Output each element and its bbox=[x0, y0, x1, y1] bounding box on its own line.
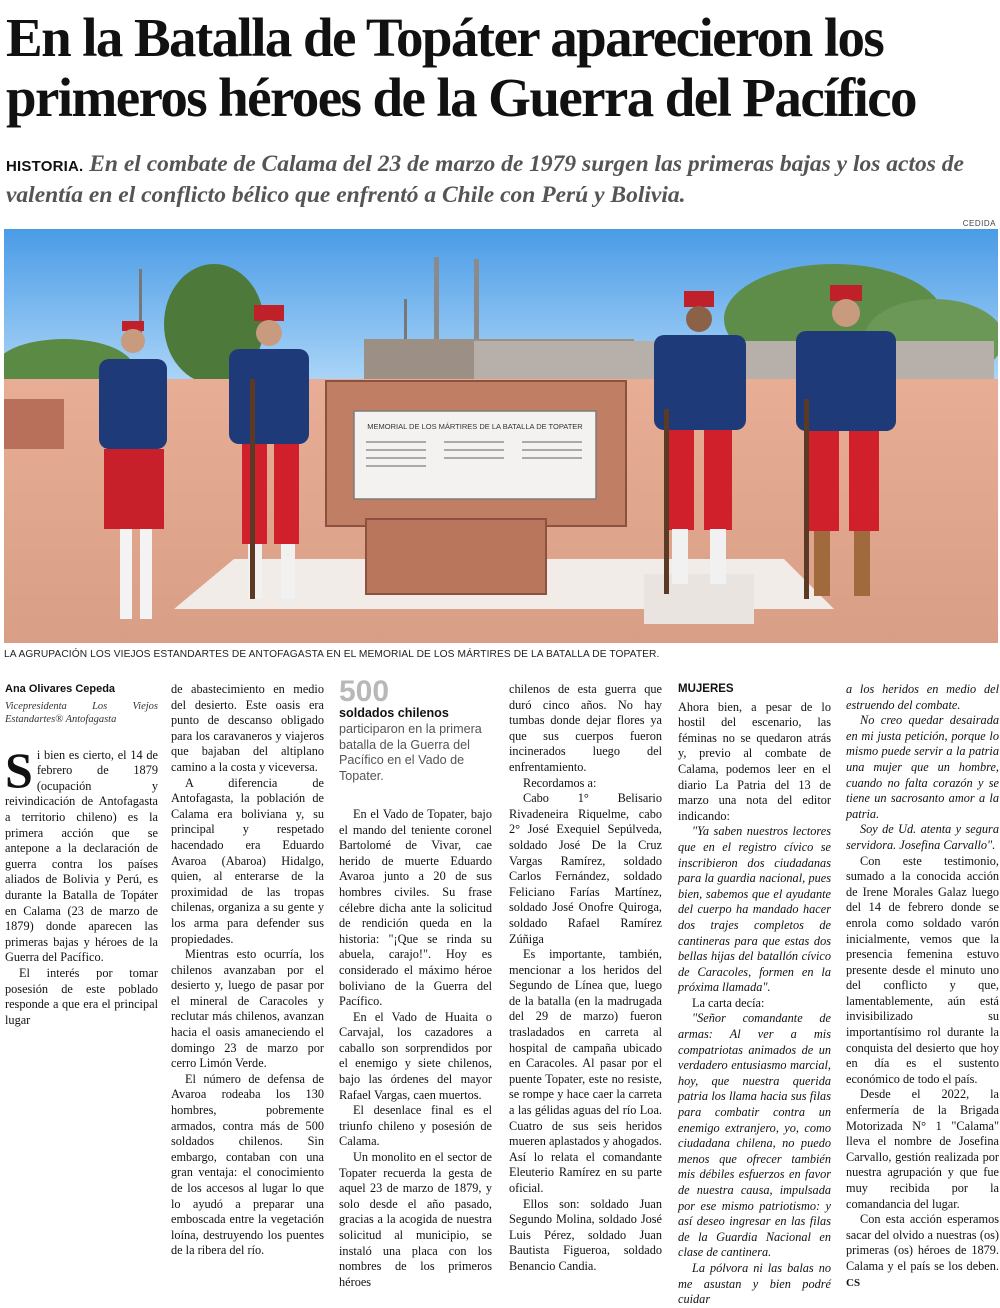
quote-paragraph: La pólvora ni las balas no me asustan y bien podré cuidar bbox=[678, 1260, 831, 1307]
paragraph: Es importante, también, mencionar a los heridos del Segundo de Línea que, luego de la batalla (en la madrugada del 29 de marzo) fueron trasladados en carreta al hospital de campaña ubicado en Caracoles. Al pasar por el puente Topater, este no resiste, se rompe y hace caer la carreta a las gélidas aguas del río Loa. Cuatro de sus seis heridos mueren aplastados y ahogados. Así lo relata el comandante Eleuterio Ramírez en su parte oficial. bbox=[509, 947, 662, 1195]
paragraph: El número de defensa de Avaroa rodeaba los 130 hombres, pobremente armados, contra más de 500 soldados chilenos. Sin embargo, contaban con una gran ventaja: el conocimiento de los accesos al lugar lo que lo ayudó a preparar una emboscada entre la vegetación loína, destruyendo los puentes de la ribera del río. bbox=[171, 1071, 324, 1258]
paragraph bbox=[846, 1212, 999, 1291]
callout-body: participaron en la primera batalla de la Guerra del Pacífico en el Vado de Topater. bbox=[339, 721, 482, 784]
paragraph: Ellos son: soldado Juan Segundo Molina, soldado José Luis Pérez, soldado Juan Bautista Figueroa, soldado Benancio Candia. bbox=[509, 1196, 662, 1273]
plaque-title: MEMORIAL DE LOS MÁRTIRES DE LA BATALLA DE TOPATER bbox=[367, 422, 583, 431]
paragraph: En el Vado de Huaita o Carvajal, los cazadores a caballo son sorprendidos por el enemigo y siete chilenos, bajo las órdenes del mayor Rafael Vargas, caen muertos. bbox=[339, 1009, 492, 1102]
quote-paragraph: Soy de Ud. atenta y segura servidora. Josefina Carvallo". bbox=[846, 822, 999, 852]
byline-role: Vicepresidenta Los Viejos Estandartes® Antofagasta bbox=[5, 700, 158, 725]
callout-lead: soldados chilenos bbox=[339, 706, 449, 720]
paragraph: Desde el 2022, la enfermería de la Brigada Motorizada N° 1 "Calama" lleva el nombre de Josefina Carvallo, gestión realizada por nuestra agrupación y que fue muy recibida por la comandancia del lugar. bbox=[846, 1087, 999, 1211]
quote-paragraph: No creo quedar desairada en mi justa petición, porque lo mismo puede servir a la patria una mujer que un hombre, cuando no falta corazón y se tiene un sacrosanto amor a la patria. bbox=[846, 713, 999, 821]
paragraph: Ahora bien, a pesar de lo hostil del escenario, las féminas no se quedaron atrás y, previo al combate de Calama, podemos leer en el diario La Patria del 13 de marzo una nota del editor indicando: bbox=[678, 699, 831, 823]
paragraph: La carta decía: bbox=[692, 995, 765, 1010]
paragraph: El desenlace final es el triunfo chileno y posesión de Calama. bbox=[339, 1103, 492, 1149]
quote-paragraph: "Ya saben nuestros lectores que en el registro cívico se inscribieron dos ciudadanas para la guardia nacional, pues bien, sabemos que el ayudante del cuerpo ha mandado hacer dos trajes completos de cantineras para que estas dos bellas hijas del batallón cívico de Caracoles, formen en la próxima llamada". bbox=[678, 824, 831, 995]
section-kicker: HISTORIA. bbox=[6, 158, 84, 175]
article-column-4 bbox=[509, 682, 662, 1275]
article-column-5 bbox=[678, 682, 831, 1308]
paragraph: En el Vado de Topater, bajo el mando del teniente coronel Bartolomé de Vivar, cae herido de muerte Eduardo Avaroa junto a 20 de sus hombres civiles. Su frase célebre dicha ante la solicitud de rendición queda en la historia: "¡Que se rinda su abuela, carajo!". Hoy es considerado el máximo héroe boliviano de la Guerra del Pacífico. bbox=[339, 806, 492, 1009]
section-subhead: MUJERES bbox=[678, 683, 734, 695]
article-photo bbox=[4, 229, 998, 643]
article-column-6 bbox=[846, 682, 999, 1291]
byline-name: Ana Olivares Cepeda bbox=[5, 683, 116, 695]
paragraph: Cabo 1° Belisario Rivadeneira Riquelme, cabo 2° José Exequiel Sepúlveda, soldado José De la Cruz Vargas Ramírez, soldado Carlos Fernández, soldado Feliciano Farías Martínez, soldado José Onofre Quiroga, soldado Rafael Ramírez Zúñiga bbox=[509, 791, 662, 946]
quote-paragraph: a los heridos en medio del estruendo del combate. bbox=[846, 682, 999, 712]
quote-paragraph: "Señor comandante de armas: Al ver a mis compatriotas animados de un verdadero entusiasmo marcial, hoy, que nuestra querida patria los llama hacia sus filas para combatir contra un enemigo extranjero, yo, como ciudadana chilena, no puedo menos que ofrecer también mis débiles esfuerzos en favor de nuestra causa, impulsada por ese mismo patriotismo: y así deseo ingresar en las filas de la Guardia Nacional en clase de cantinera. bbox=[678, 1011, 831, 1260]
paragraph: Mientras esto ocurría, los chilenos avanzaban por el desierto y, luego de pasar por el mineral de Caracoles y reclutar más chilenos, avanzan hacia el oasis amaneciendo el domingo 23 de marzo por cerro Limón Verde. bbox=[171, 947, 324, 1071]
paragraph: de abastecimiento en medio del desierto. Este oasis era punto de descanso obligado para los caravaneros y viajeros que bajaban del altiplano camino a la costa y viceversa. bbox=[171, 682, 324, 774]
article-column-2 bbox=[171, 682, 324, 1259]
paragraph: Recordamos a: bbox=[523, 775, 597, 790]
paragraph: Con este testimonio, sumado a la conocida acción de Irene Morales Galaz luego del 14 de febrero donde se enrola como soldado varón inicialmente, vemos que la presencia femenina estuvo presente desde el minuto uno del conflicto y que, lamentablemente, aún está invisibilizado su importantísimo rol durante la conquista del desierto que hoy en día es el sustento económico de todo el país. bbox=[846, 853, 999, 1086]
drop-cap: S bbox=[5, 741, 33, 798]
paragraph: A diferencia de Antofagasta, la población de Calama era boliviana y, su principal y respetado hacendado era Eduardo Avaroa (Abaroa) Hidalgo, quien, al enterarse de la proximidad de las tropas chilenas, organiza a su gente y los arma para defender sus propiedades. bbox=[171, 775, 324, 946]
photo-credit: CEDIDA bbox=[962, 219, 996, 228]
photo-caption: LA AGRUPACIÓN LOS VIEJOS ESTANDARTES DE ANTOFAGASTA EN EL MEMORIAL DE LOS MÁRTIRES DE LA BATALLA DE TOPATER. bbox=[4, 649, 660, 660]
callout-text bbox=[339, 706, 492, 785]
article-column-1 bbox=[5, 682, 158, 1028]
paragraph-text: Con esta acción esperamos sacar del olvido a nuestras (os) primeras (os) héroes de 1879. Calama y el país se los deben. bbox=[846, 1212, 999, 1273]
deck-text: En el combate de Calama del 23 de marzo de 1979 surgen las primeras bajas y los actos de valentía en el conflicto bélico que enfrentó a Chile con Perú y Bolivia. bbox=[6, 151, 964, 208]
paragraph: El interés por tomar posesión de este poblado responde a que era el principal lugar bbox=[5, 965, 158, 1027]
callout-number: 500 bbox=[339, 675, 390, 708]
deck bbox=[6, 150, 996, 210]
paragraph-text: i bien es cierto, el 14 de febrero de 1879 (ocupación y reivindicación de Antofagasta a territorio chileno) es la primera acción que se antepone a la declaración de guerra contra los países aliados de Bolivia y Perú, es durante la Batalla de Topáter en Calama (23 de marzo de 1879) donde aparecen las primeras bajas y héroes de la Guerra del Pacífico. bbox=[5, 747, 158, 965]
article-column-3 bbox=[339, 675, 492, 1290]
headline: En la Batalla de Topáter aparecieron los primeros héroes de la Guerra del Pacífico bbox=[6, 7, 916, 128]
end-mark: CS bbox=[846, 1276, 861, 1289]
paragraph bbox=[5, 741, 158, 966]
paragraph: Un monolito en el sector de Topater recuerda la gesta de aquel 23 de marzo de 1879, y solo desde el año pasado, gracias a la acogida de nuestra solicitud al municipio, se instaló una placa con los nombres de los primeros héroes bbox=[339, 1150, 492, 1289]
paragraph: chilenos de esta guerra que duró cinco años. No hay tumbas donde dejar flores ya que sus cuerpos fueron incinerados luego del enfrentamiento. bbox=[509, 682, 662, 774]
